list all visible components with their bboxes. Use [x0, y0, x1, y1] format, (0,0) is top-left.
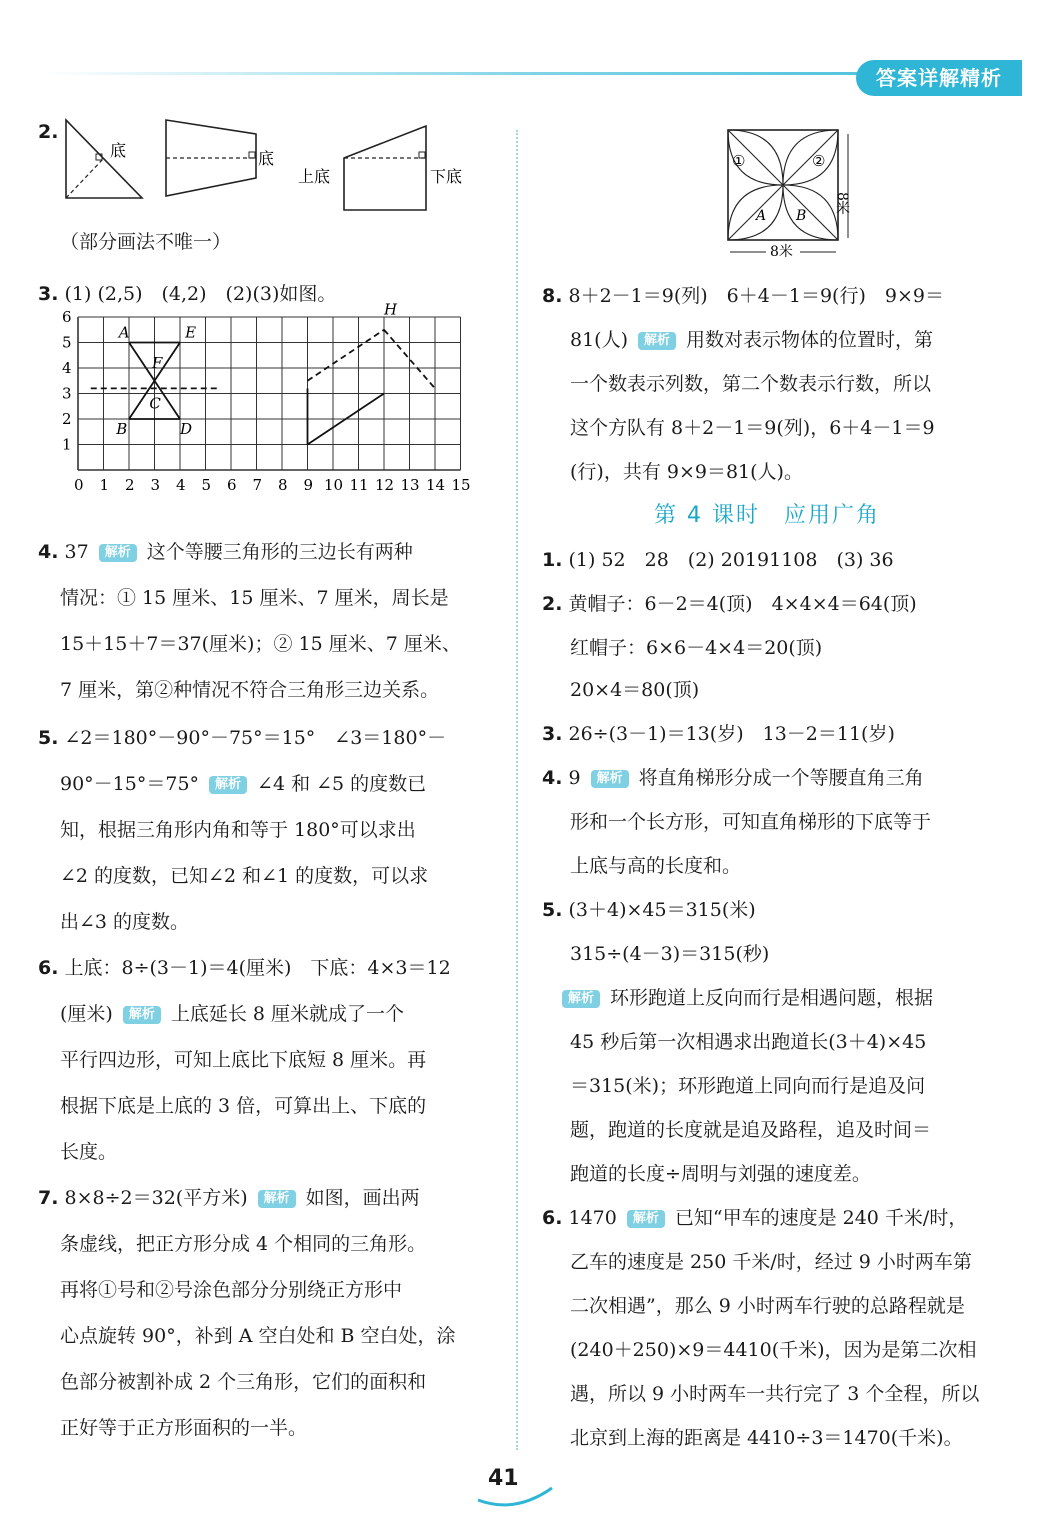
label-a: A — [756, 208, 767, 224]
r5-line-6: 题，跑道的长度就是追及路程，追及时间＝ — [570, 1119, 932, 1141]
x-tick-14: 14 — [426, 476, 446, 494]
q2-right-angle-mark-3 — [419, 152, 425, 158]
q5-number: 5. — [38, 727, 59, 749]
y-tick-6: 6 — [62, 308, 72, 326]
r3-number: 3. — [542, 723, 563, 745]
q4-answer: 37 — [64, 541, 89, 563]
r6-line-5: 遇，所以 9 小时两车一共行完了 3 个全程，所以 — [570, 1383, 980, 1405]
x-tick-12: 12 — [375, 476, 395, 494]
q5-line-2 — [60, 770, 426, 798]
r6-line-1 — [542, 1204, 967, 1232]
analysis-tag: 解析 — [627, 1210, 665, 1228]
r2-line-2: 红帽子：6×6－4×4＝20(顶) — [570, 637, 823, 659]
q8-text-2a: 81(人) — [570, 329, 629, 351]
y-tick-2: 2 — [62, 410, 72, 428]
q4-text-1: 这个等腰三角形的三边长有两种 — [146, 541, 413, 563]
x-tick-0: 0 — [74, 476, 84, 494]
q8-line-4: 这个方队有 8＋2－1＝9(列)，6＋4－1＝9 — [570, 417, 935, 439]
q7-line-2: 条虚线，把正方形分成 4 个相同的三角形。 — [60, 1233, 427, 1255]
r2-line-3: 20×4＝80(顶) — [570, 679, 700, 701]
q6-text-1: 上底：8÷(3－1)＝4(厘米) 下底：4×3＝12 — [64, 957, 451, 979]
q2-label-di1: 底 — [110, 141, 127, 160]
q5-text-2b: ∠4 和 ∠5 的度数已 — [257, 773, 427, 795]
r5-line-7: 跑道的长度÷周明与刘强的速度差。 — [570, 1163, 871, 1185]
q2-triangle-height — [66, 158, 104, 198]
q3-number: 3. — [38, 283, 59, 305]
point-label-h: H — [384, 300, 398, 319]
q6-line-4: 根据下底是上底的 3 倍，可算出上、下底的 — [60, 1095, 427, 1117]
x-tick-2: 2 — [125, 476, 135, 494]
r2-line-1 — [542, 590, 917, 618]
q4-number: 4. — [38, 541, 59, 563]
q5-line-5: 出∠3 的度数。 — [60, 911, 190, 933]
q5-line-4: ∠2 的度数，已知∠2 和∠1 的度数，可以求 — [60, 865, 429, 887]
q2-note: （部分画法不唯一） — [60, 231, 232, 253]
x-tick-7: 7 — [252, 476, 263, 494]
r5-line-3 — [562, 984, 933, 1012]
y-tick-5: 5 — [62, 333, 72, 352]
r6-number: 6. — [542, 1207, 563, 1229]
q6-text-2b: 上底延长 8 厘米就成了一个 — [170, 1003, 405, 1025]
page-number-curve — [470, 1480, 560, 1510]
q7-line-3: 再将①号和②号涂色部分分别绕正方形中 — [60, 1279, 403, 1301]
analysis-tag: 解析 — [209, 776, 247, 794]
analysis-tag: 解析 — [562, 990, 600, 1008]
q8-line-2 — [570, 326, 933, 354]
header-badge: 答案详解精析 — [856, 60, 1022, 96]
column-divider — [516, 130, 518, 1450]
q3-text: (1) (2,5) (4,2) (2)(3)如图。 — [64, 283, 337, 305]
q4-line-2: 情况：① 15 厘米、15 厘米、7 厘米，周长是 — [60, 587, 449, 609]
point-label-a: A — [118, 323, 130, 342]
r2-text-1: 黄帽子：6－2＝4(顶) 4×4×4＝64(顶) — [568, 593, 917, 615]
analysis-tag: 解析 — [99, 544, 137, 562]
header-line — [40, 72, 870, 75]
section-title: 第 4 课时 应用广角 — [654, 503, 880, 528]
q7-line-5: 色部分被割补成 2 个三角形，它们的面积和 — [60, 1371, 427, 1393]
page-number-swoosh — [478, 1488, 552, 1505]
r4-line-1 — [542, 764, 924, 792]
r1-number: 1. — [542, 549, 563, 571]
q6-line-1 — [38, 954, 451, 982]
x-tick-4: 4 — [176, 476, 186, 494]
q4-line-3: 15＋15＋7＝37(厘米)；② 15 厘米、7 厘米、 — [60, 633, 461, 655]
coordinate-grid — [58, 300, 478, 524]
point-label-c: C — [149, 394, 161, 413]
r5-text-1: (3＋4)×45＝315(米) — [568, 899, 756, 921]
r6-line-2: 乙车的速度是 250 千米/时，经过 9 小时两车第 — [570, 1251, 972, 1273]
r4-number: 4. — [542, 767, 563, 789]
grid-lines — [78, 317, 461, 470]
vertical-dimension-label: 8米 — [834, 192, 850, 215]
grid-shapes — [91, 330, 435, 445]
q6-line-3: 平行四边形，可知上底比下底短 8 厘米。再 — [60, 1049, 427, 1071]
shape-dashed-1 — [308, 330, 385, 381]
x-tick-11: 11 — [349, 476, 369, 494]
q5-line-3: 知，根据三角形内角和等于 180°可以求出 — [60, 819, 416, 841]
q2-label-di2: 底 — [258, 149, 275, 168]
q2-label-shangdi: 上底 — [298, 167, 331, 186]
r6-line-6: 北京到上海的距离是 4410÷3＝1470(千米)。 — [570, 1427, 963, 1449]
q2-right-trapezoid — [344, 126, 426, 210]
r5-line-1 — [542, 896, 756, 924]
r6-line-3: 二次相遇”，那么 9 小时两车行驶的总路程就是 — [570, 1295, 965, 1317]
y-tick-1: 1 — [62, 435, 72, 454]
q6-text-2a: (厘米) — [60, 1003, 113, 1025]
q2-right-angle-mark-2 — [249, 152, 255, 158]
label-circle-2: ② — [812, 152, 826, 170]
q7-line-6: 正好等于正方形面积的一半。 — [60, 1417, 308, 1439]
q2-figures — [60, 112, 480, 216]
point-label-f: F — [151, 353, 163, 372]
q7-number: 7. — [38, 1187, 59, 1209]
r3-text: 26÷(3－1)＝13(岁) 13－2＝11(岁) — [568, 723, 895, 745]
y-tick-3: 3 — [62, 384, 72, 403]
q8-line-5: (行)，共有 9×9＝81(人)。 — [570, 461, 803, 483]
q8-number: 8. — [542, 285, 563, 307]
q5-text-1: ∠2＝180°－90°－75°＝15° ∠3＝180°－ — [64, 727, 447, 749]
point-label-b: B — [116, 420, 128, 439]
horizontal-dimension-label: 8米 — [770, 244, 793, 260]
q8-line-1 — [542, 282, 944, 310]
r1-line — [542, 546, 894, 574]
q7-line-1 — [38, 1184, 420, 1212]
r2-number: 2. — [542, 593, 563, 615]
r3-line — [542, 720, 895, 748]
x-tick-5: 5 — [201, 476, 212, 494]
q7-text-1b: 如图，画出两 — [305, 1187, 420, 1209]
analysis-tag: 解析 — [258, 1190, 296, 1208]
x-tick-15: 15 — [451, 476, 471, 494]
y-tick-4: 4 — [62, 359, 72, 377]
analysis-tag: 解析 — [638, 332, 676, 350]
q3-line — [38, 280, 336, 308]
x-tick-8: 8 — [278, 476, 288, 494]
page-number: 41 — [488, 1466, 519, 1491]
point-label-e: E — [185, 323, 197, 342]
analysis-tag: 解析 — [591, 770, 629, 788]
q2-number: 2. — [38, 121, 59, 143]
q4-line-1 — [38, 538, 413, 566]
point-label-d: D — [180, 420, 193, 439]
q4-line-4: 7 厘米，第②种情况不符合三角形三边关系。 — [60, 679, 440, 701]
x-tick-13: 13 — [400, 476, 420, 494]
r6-answer: 1470 — [568, 1207, 617, 1229]
label-circle-1: ① — [732, 152, 746, 170]
r5-line-5: ＝315(米)；环形跑道上同向而行是追及问 — [570, 1075, 926, 1097]
r4-line-2: 形和一个长方形，可知直角梯形的下底等于 — [570, 811, 932, 833]
r4-answer: 9 — [568, 767, 581, 789]
q6-number: 6. — [38, 957, 59, 979]
r5-line-2: 315÷(4－3)＝315(秒) — [570, 943, 770, 965]
r6-text-1: 已知“甲车的速度是 240 千米/时， — [674, 1207, 968, 1229]
x-tick-3: 3 — [150, 476, 161, 494]
r5-line-4: 45 秒后第一次相遇求出跑道长(3＋4)×45 — [570, 1031, 927, 1053]
q6-line-2 — [60, 1000, 404, 1028]
q7-text-1a: 8×8÷2＝32(平方米) — [64, 1187, 248, 1209]
r5-number: 5. — [542, 899, 563, 921]
x-tick-6: 6 — [227, 476, 237, 494]
q8-text-1: 8＋2－1＝9(列) 6＋4－1＝9(行) 9×9＝ — [568, 285, 944, 307]
q2-label-xiadi: 下底 — [430, 167, 463, 186]
q5-text-2a: 90°－15°＝75° — [60, 773, 200, 795]
q8-text-2b: 用数对表示物体的位置时，第 — [686, 329, 934, 351]
r5-text-3: 环形跑道上反向而行是相遇问题，根据 — [610, 987, 934, 1009]
square-petal-figure — [718, 122, 868, 262]
x-tick-10: 10 — [324, 476, 344, 494]
q5-line-1 — [38, 724, 446, 752]
r4-line-3: 上底与高的长度和。 — [570, 855, 742, 877]
analysis-tag: 解析 — [123, 1006, 161, 1024]
q8-line-3: 一个数表示列数，第二个数表示行数，所以 — [570, 373, 932, 395]
q7-line-4: 心点旋转 90°，补到 A 空白处和 B 空白处，涂 — [60, 1325, 456, 1347]
r6-line-4: (240＋250)×9＝4410(千米)，因为是第二次相 — [570, 1339, 977, 1361]
r1-text: (1) 52 28 (2) 20191108 (3) 36 — [568, 549, 894, 571]
r4-text-1: 将直角梯形分成一个等腰直角三角 — [638, 767, 924, 789]
x-tick-9: 9 — [303, 476, 314, 494]
label-b: B — [796, 208, 807, 224]
q6-line-5: 长度。 — [60, 1141, 118, 1163]
x-tick-1: 1 — [99, 476, 110, 494]
